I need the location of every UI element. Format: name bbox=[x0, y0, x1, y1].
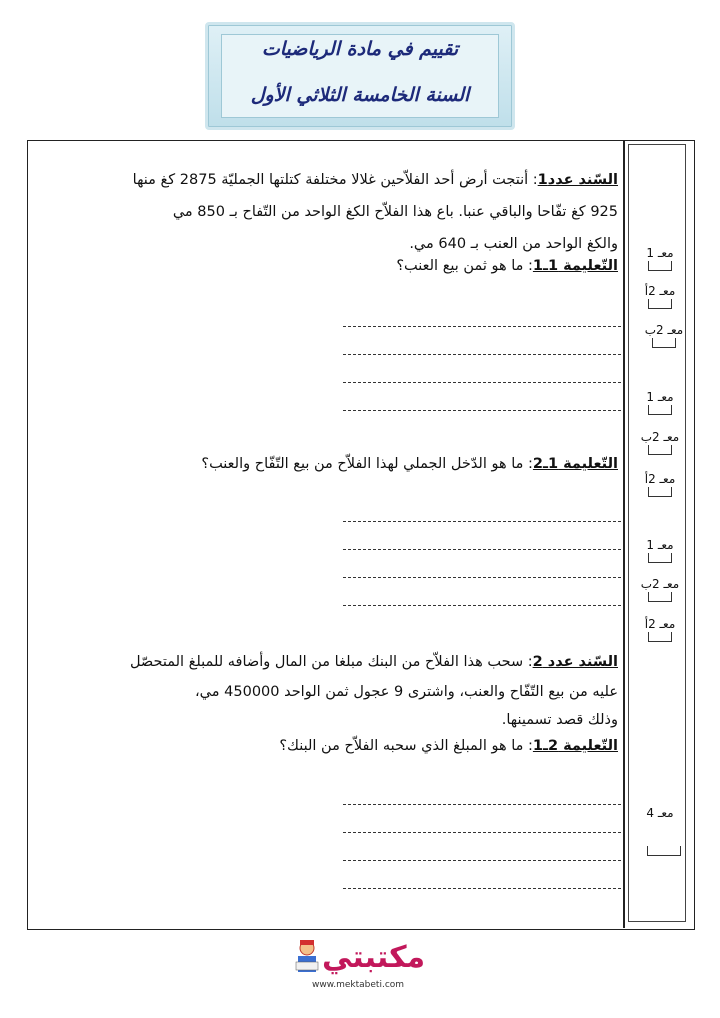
answer-line[interactable] bbox=[343, 832, 621, 833]
sanad2-text1: : سحب هذا الفلاّح من البنك مبلغا من المال وأضافه للمبلغ المتحصّل bbox=[129, 654, 533, 670]
criterion-mark bbox=[640, 617, 680, 645]
score-box[interactable] bbox=[648, 592, 672, 602]
boy-reading-icon bbox=[292, 938, 322, 978]
answer-line[interactable] bbox=[343, 549, 621, 550]
question-1-1 bbox=[396, 258, 618, 274]
sanad2-line3: وذلك قصد تسمينها. bbox=[501, 712, 618, 728]
criterion-mark bbox=[640, 390, 680, 418]
criterion-label: معـ 2أ bbox=[644, 617, 676, 631]
answer-line[interactable] bbox=[343, 860, 621, 861]
criterion-mark bbox=[640, 538, 680, 566]
criterion-label: معـ 2ب bbox=[640, 430, 680, 444]
q1-label: التّعليمة 1ـ1 bbox=[532, 258, 618, 274]
sanad2-line1 bbox=[130, 654, 618, 670]
sanad1-text1: : أنتجت أرض أحد الفلاّحين غلالا مختلفة كتلتها الجمليّة 2875 كغ منها bbox=[132, 172, 538, 188]
criterion-mark bbox=[644, 323, 684, 351]
sanad1-line3: والكغ الواحد من العنب بـ 640 مي. bbox=[409, 236, 618, 252]
criterion-label: معـ 1 bbox=[646, 390, 674, 404]
criterion-label: معـ 1 bbox=[646, 538, 674, 552]
sanad1-line2: 925 كغ تفّاحا والباقي عنبا. باع هذا الفلاّح الكغ الواحد من التّفاح بـ 850 مي bbox=[172, 204, 618, 220]
answer-line[interactable] bbox=[343, 577, 621, 578]
title-banner bbox=[205, 22, 515, 130]
criterion-mark bbox=[640, 430, 680, 458]
score-box[interactable] bbox=[648, 299, 672, 309]
q3-label: التّعليمة 2ـ1 bbox=[532, 738, 618, 754]
criterion-mark bbox=[640, 284, 680, 312]
q2-text: : ما هو الدّخل الجملي لهذا الفلاّح من بيع التّفّاح والعنب؟ bbox=[201, 456, 533, 472]
criterion-label: معـ 2أ bbox=[644, 284, 676, 298]
score-box[interactable] bbox=[648, 632, 672, 642]
q1-text: : ما هو ثمن بيع العنب؟ bbox=[396, 258, 533, 274]
question-1-2 bbox=[201, 456, 618, 472]
answer-line[interactable] bbox=[343, 326, 621, 327]
sanad2-line2: عليه من بيع التّفّاح والعنب، واشترى 9 عجول ثمن الواحد 450000 مي، bbox=[194, 684, 618, 700]
criterion-label: معـ 2أ bbox=[644, 472, 676, 486]
q3-text: : ما هو المبلغ الذي سحبه الفلاّح من البنك؟ bbox=[279, 738, 533, 754]
answer-line[interactable] bbox=[343, 605, 621, 606]
sanad1-label: السّند عدد1 bbox=[537, 172, 618, 188]
score-box[interactable] bbox=[648, 445, 672, 455]
question-2-1 bbox=[279, 738, 618, 754]
mektabeti-logo bbox=[292, 936, 442, 992]
q2-label: التّعليمة 1ـ2 bbox=[532, 456, 618, 472]
answer-line[interactable] bbox=[343, 888, 621, 889]
score-box[interactable] bbox=[648, 553, 672, 563]
score-box[interactable] bbox=[648, 487, 672, 497]
banner-subtitle: السنة الخامسة الثلاثي الأول bbox=[250, 84, 470, 106]
sanad1-line1 bbox=[133, 172, 618, 188]
criterion-label: معـ 4 bbox=[646, 806, 674, 820]
criterion-mark bbox=[640, 246, 680, 274]
score-box[interactable] bbox=[652, 338, 676, 348]
criterion-label: معـ 2ب bbox=[640, 577, 680, 591]
banner-title: تقييم في مادة الرياضيات bbox=[261, 38, 459, 60]
logo-name: مكتبتي bbox=[322, 940, 426, 975]
criterion-mark bbox=[640, 472, 680, 500]
criterion-mark bbox=[640, 806, 680, 820]
answer-line[interactable] bbox=[343, 804, 621, 805]
criterion-label: معـ 2ب bbox=[644, 323, 684, 337]
answer-line[interactable] bbox=[343, 354, 621, 355]
criterion-label: معـ 1 bbox=[646, 246, 674, 260]
score-box[interactable] bbox=[648, 261, 672, 271]
answer-line[interactable] bbox=[343, 382, 621, 383]
score-box-large[interactable] bbox=[647, 846, 681, 856]
answer-line[interactable] bbox=[343, 410, 621, 411]
score-box[interactable] bbox=[648, 405, 672, 415]
criterion-mark bbox=[640, 577, 680, 605]
column-divider bbox=[623, 140, 625, 928]
sanad2-label: السّند عدد 2 bbox=[532, 654, 618, 670]
logo-url: www.mektabeti.com bbox=[312, 980, 405, 990]
answer-line[interactable] bbox=[343, 521, 621, 522]
